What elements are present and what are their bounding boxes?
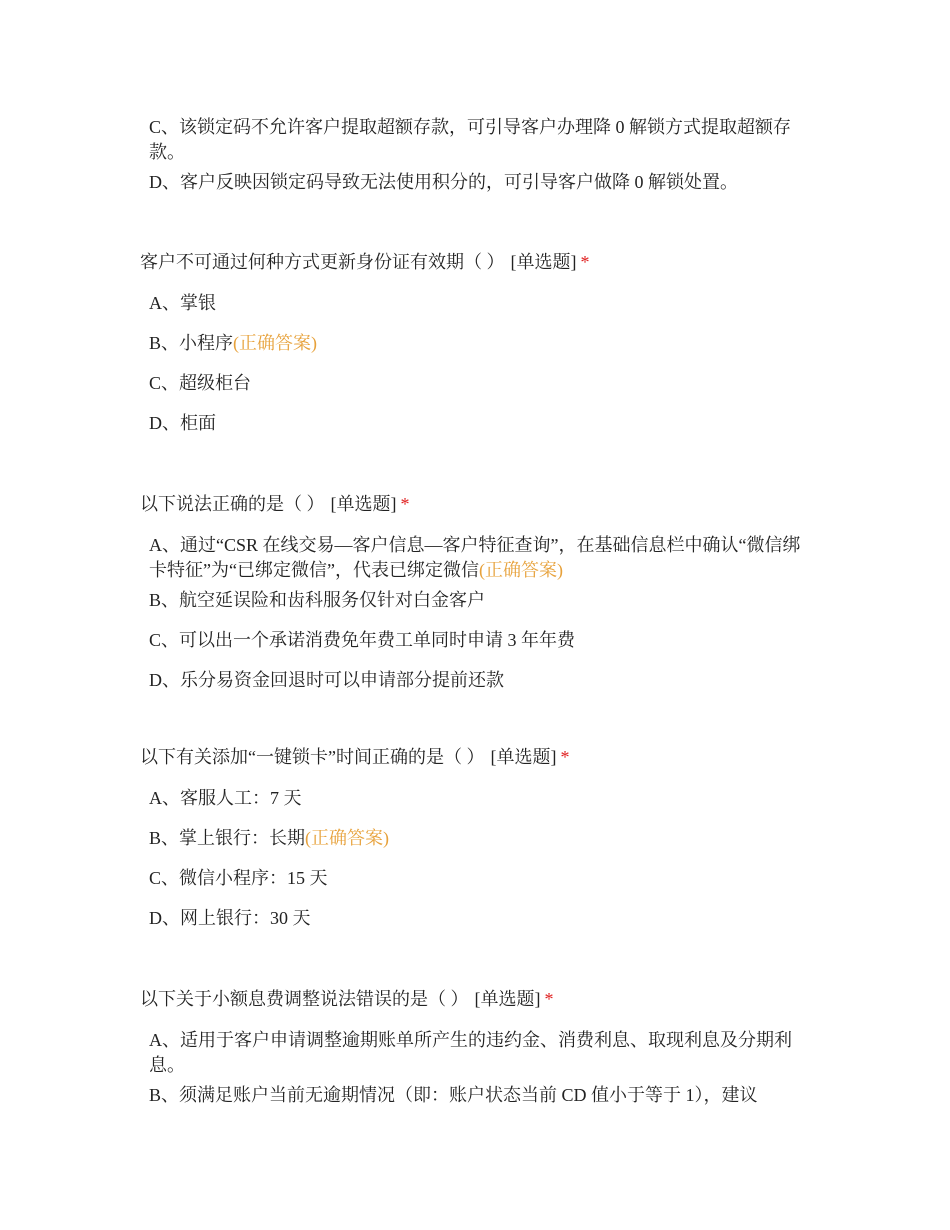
option-a (140, 533, 805, 583)
question-3 (140, 745, 820, 946)
option-b (140, 588, 805, 613)
question-title-text: 客户不可通过何种方式更新身份证有效期（ ） (140, 252, 505, 272)
question-title (140, 492, 820, 516)
question-title-text: 以下关于小额息费调整说法错误的是（ ） (140, 989, 469, 1009)
option-text: 客服人工：7 天 (180, 788, 302, 808)
question-type-label: [单选题] (330, 494, 397, 514)
option-text: 柜面 (180, 413, 216, 433)
option-text: 可以出一个承诺消费免年费工单同时申请 3 年年费 (179, 630, 576, 650)
option-c (140, 371, 805, 396)
option-b (140, 826, 805, 851)
option-text: 乐分易资金回退时可以申请部分提前还款 (180, 670, 504, 690)
option-text: 掌上银行：长期 (179, 828, 306, 848)
option-letter: A、 (149, 788, 180, 808)
option-c (140, 115, 805, 165)
option-d (140, 668, 805, 693)
option-d (140, 906, 805, 931)
option-text: 微信小程序：15 天 (179, 868, 328, 888)
option-text: 航空延误险和齿科服务仅针对白金客户 (179, 590, 486, 610)
question-title-text: 以下说法正确的是（ ） (140, 494, 325, 514)
option-letter: D、 (149, 172, 180, 192)
required-mark: * (580, 252, 590, 272)
option-text: 该锁定码不允许客户提取超额存款，可引导客户办理降 0 解锁方式提取超额存款。 (149, 117, 792, 162)
correct-answer-label: (正确答案) (305, 828, 390, 848)
correct-answer-label: (正确答案) (233, 333, 318, 353)
question-1 (140, 250, 820, 451)
option-text: 须满足账户当前无逾期情况（即：账户状态当前 CD 值小于等于 1），建议 (179, 1085, 758, 1105)
option-letter: A、 (149, 1030, 180, 1050)
option-letter: D、 (149, 908, 180, 928)
required-mark: * (544, 989, 554, 1009)
option-d (140, 170, 805, 195)
required-mark: * (560, 747, 570, 767)
option-letter: D、 (149, 670, 180, 690)
correct-answer-label: (正确答案) (478, 560, 563, 580)
required-mark: * (400, 494, 410, 514)
option-letter: A、 (149, 293, 180, 313)
option-letter: C、 (149, 868, 180, 888)
question-title (140, 987, 820, 1011)
question-type-label: [单选题] (474, 989, 541, 1009)
question-title (140, 745, 820, 769)
option-letter: B、 (149, 333, 180, 353)
question-title-text: 以下有关添加“一键锁卡”时间正确的是（ ） (140, 747, 485, 767)
option-letter: C、 (149, 373, 180, 393)
question-2 (140, 492, 820, 708)
option-text: 通过“CSR 在线交易—客户信息—客户特征查询”，在基础信息栏中确认“微信绑卡特征”为“已绑定微信”，代表已绑定微信 (149, 535, 801, 580)
option-text: 客户反映因锁定码导致无法使用积分的，可引导客户做降 0 解锁处置。 (180, 172, 738, 192)
question-previous-continued (140, 115, 820, 210)
question-title (140, 250, 820, 274)
option-letter: C、 (149, 117, 180, 137)
option-letter: B、 (149, 828, 180, 848)
option-b (140, 1083, 805, 1108)
question-4 (140, 987, 820, 1123)
option-text: 超级柜台 (179, 373, 252, 393)
option-text: 掌银 (180, 293, 216, 313)
option-letter: C、 (149, 630, 180, 650)
question-type-label: [单选题] (490, 747, 557, 767)
option-text: 网上银行：30 天 (180, 908, 311, 928)
option-a (140, 1028, 805, 1078)
option-letter: B、 (149, 590, 180, 610)
question-type-label: [单选题] (510, 252, 577, 272)
option-c (140, 628, 805, 653)
option-letter: B、 (149, 1085, 180, 1105)
option-a (140, 291, 805, 316)
option-d (140, 411, 805, 436)
option-letter: A、 (149, 535, 180, 555)
option-a (140, 786, 805, 811)
option-c (140, 866, 805, 891)
option-text: 适用于客户申请调整逾期账单所产生的违约金、消费利息、取现利息及分期利息。 (149, 1030, 792, 1075)
option-b (140, 331, 805, 356)
option-letter: D、 (149, 413, 180, 433)
option-text: 小程序 (179, 333, 234, 353)
